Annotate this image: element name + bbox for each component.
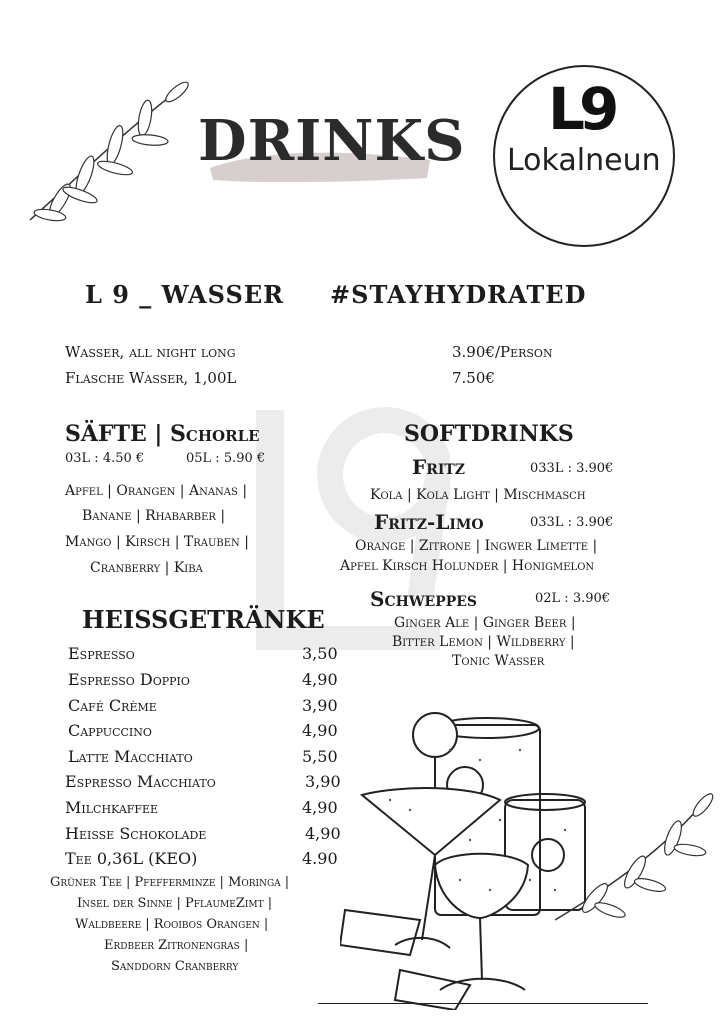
fritz-heading: Fritz: [412, 455, 466, 479]
saefte-size-small: 03L : 4.50 €: [65, 451, 145, 466]
heiss-heading: HEISSGETRÄNKE: [82, 605, 325, 634]
heiss-item-name: Tee 0,36L (KEO): [65, 849, 198, 868]
tea-line: Erdbeer Zitronengras |: [104, 938, 249, 953]
heiss-item-price: 3,50: [302, 644, 338, 663]
tea-line: Sanddorn Cranberry: [111, 959, 239, 974]
heiss-item-price: 4,90: [302, 670, 338, 689]
saefte-line: Apfel | Orangen | Ananas |: [65, 483, 248, 499]
fritz-limo-heading: Fritz-Limo: [374, 510, 484, 534]
schweppes-flavors: Bitter Lemon | Wildberry |: [392, 634, 575, 650]
fritz-limo-flavors: Orange | Zitrone | Ingwer Limette |: [355, 538, 598, 554]
heiss-item-name: Cappuccino: [68, 721, 152, 740]
heiss-item-name: Milchkaffee: [65, 798, 159, 817]
saefte-line: Cranberry | Kiba: [90, 560, 203, 576]
fritz-size-price: 033L : 3.90€: [530, 461, 614, 476]
logo-mark: L9: [548, 75, 614, 143]
fritz-limo-flavors: Apfel Kirsch Holunder | Honigmelon: [340, 558, 595, 574]
heiss-item-price: 4,90: [305, 824, 341, 843]
heiss-item-name: Heisse Schokolade: [65, 824, 207, 843]
heiss-item-price: 3,90: [305, 772, 341, 791]
saefte-line: Banane | Rhabarber |: [82, 508, 226, 524]
leaf-branch-icon: [555, 780, 715, 940]
saefte-line: Mango | Kirsch | Trauben |: [65, 534, 249, 550]
heiss-item-name: Espresso Doppio: [68, 670, 190, 689]
wasser-item-name: Flasche Wasser, 1,00L: [65, 369, 237, 387]
schweppes-flavors: Ginger Ale | Ginger Beer |: [394, 615, 576, 631]
hashtag-heading: #STAYHYDRATED: [330, 280, 587, 309]
saefte-heading: SÄFTE | Schorle: [65, 421, 260, 447]
logo-name: Lokalneun: [507, 143, 661, 178]
wasser-item-name: Wasser, all night long: [65, 343, 236, 361]
tea-line: Insel der Sinne | PflaumeZimt |: [77, 896, 273, 911]
page-title: DRINKS: [198, 108, 466, 174]
leaf-branch-icon: [25, 70, 195, 230]
schweppes-flavors: Tonic Wasser: [452, 653, 545, 669]
bottom-divider: [318, 1003, 648, 1004]
wasser-heading: L 9 _ WASSER: [85, 280, 285, 309]
heiss-item-price: 5,50: [302, 747, 338, 766]
wasser-item-price: 7.50€: [452, 369, 495, 387]
fritz-limo-size-price: 033L : 3.90€: [530, 515, 614, 530]
tea-line: Grüner Tee | Pfefferminze | Moringa |: [50, 875, 290, 890]
fritz-flavors: Kola | Kola Light | Mischmasch: [370, 487, 586, 503]
heiss-item-name: Espresso: [68, 644, 135, 663]
softdrinks-heading: SOFTDRINKS: [404, 421, 574, 447]
tea-line: Waldbeere | Rooibos Orangen |: [75, 917, 269, 932]
heiss-item-name: Café Crème: [68, 696, 157, 715]
heiss-item-name: Espresso Macchiato: [65, 772, 216, 791]
schweppes-heading: Schweppes: [370, 587, 478, 611]
heiss-item-price: 3,90: [302, 696, 338, 715]
schweppes-size-price: 02L : 3.90€: [535, 591, 611, 606]
heiss-item-price: 4.90: [302, 849, 338, 868]
heiss-item-price: 4,90: [302, 798, 338, 817]
heiss-item-name: Latte Macchiato: [68, 747, 193, 766]
saefte-size-large: 05L : 5.90 €: [186, 451, 266, 466]
heiss-item-price: 4,90: [302, 721, 338, 740]
wasser-item-price: 3.90€/Person: [452, 343, 553, 361]
